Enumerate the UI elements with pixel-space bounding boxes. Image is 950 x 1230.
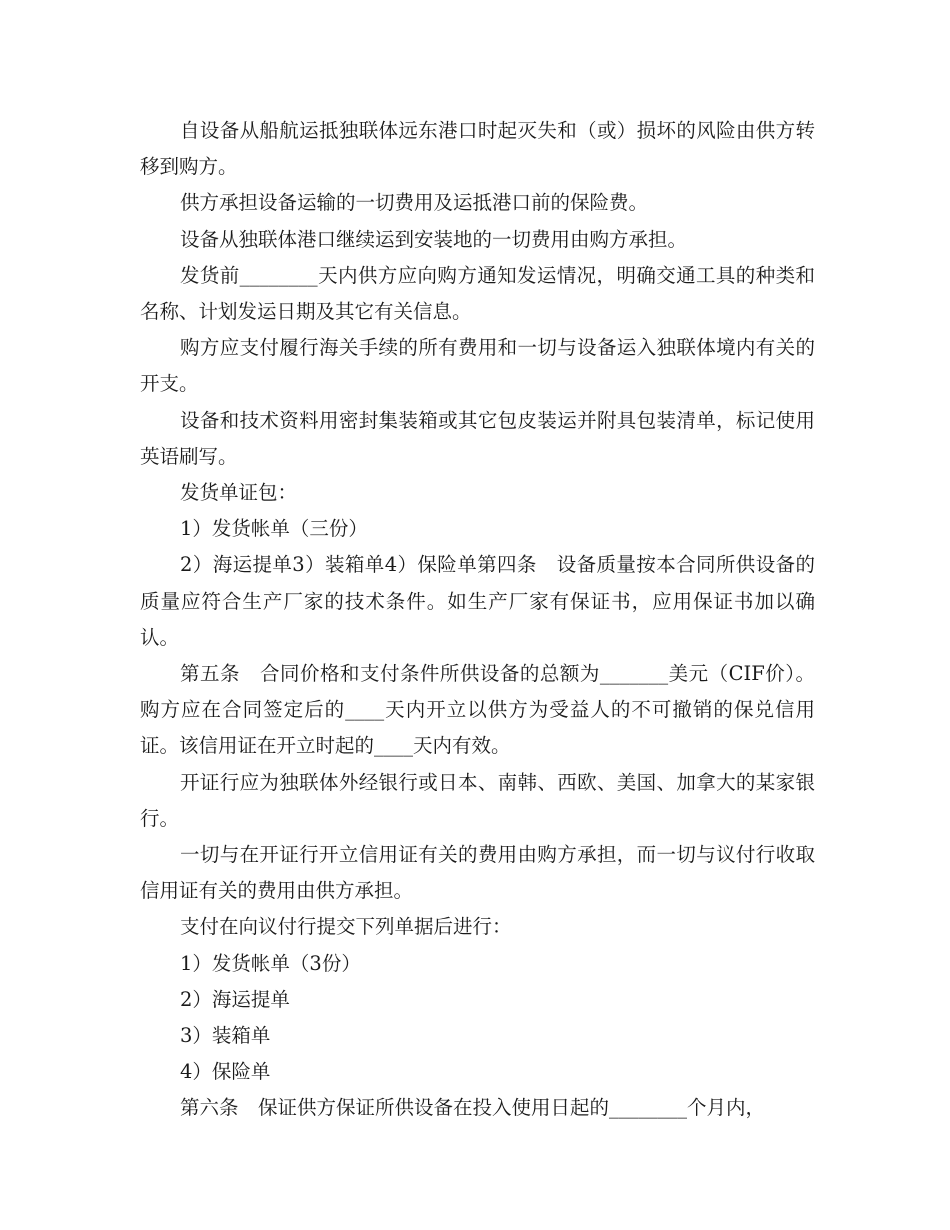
document-page — [140, 113, 815, 1127]
article-paragraph: 第六条 保证供方保证所供设备在投入使用日起的________个月内， — [180, 1096, 766, 1120]
list-item: 1）发货帐单（3份） — [180, 951, 361, 975]
paragraph: 供方承担设备运输的一切费用及运抵港口前的保险费。 — [180, 191, 649, 215]
paragraph: 一切与在开证行开立信用证有关的费用由购方承担，而一切与议付行收取信用证有关的费用由供方承担。 — [140, 843, 815, 903]
list-item: 1）发货帐单（三份） — [180, 517, 368, 541]
paragraph: 购方应支付履行海关手续的所有费用和一切与设备运入独联体境内有关的开支。 — [140, 336, 815, 396]
paragraph: 设备和技术资料用密封集装箱或其它包皮装运并附具包装清单，标记使用英语刷写。 — [140, 408, 815, 468]
paragraph: 发货前________天内供方应向购方通知发运情况，明确交通工具的种类和名称、计划发运日期及其它有关信息。 — [140, 263, 815, 324]
list-item: 3）装箱单 — [180, 1024, 271, 1048]
paragraph: 开证行应为独联体外经银行或日本、南韩、西欧、美国、加拿大的某家银行。 — [140, 770, 815, 830]
list-item: 4）保险单 — [180, 1060, 271, 1084]
paragraph: 设备从独联体港口继续运到安装地的一切费用由购方承担。 — [180, 227, 688, 251]
list-item: 2）海运提单 — [180, 987, 290, 1011]
article-paragraph: 第五条 合同价格和支付条件所供设备的总额为_______美元（CIF价）。购方应在合同签定后的____天内开立以供方为受益人的不可撤销的保兑信用证。该信用证在开立时起的____天内有效。 — [140, 662, 815, 758]
paragraph: 自设备从船航运抵独联体远东港口时起灭失和（或）损坏的风险由供方转移到购方。 — [140, 119, 815, 179]
paragraph: 2）海运提单3）装箱单4）保险单第四条 设备质量按本合同所供设备的质量应符合生产厂家的技术条件。如生产厂家有保证书，应用保证书加以确认。 — [140, 553, 815, 649]
paragraph: 发货单证包： — [180, 481, 298, 505]
paragraph: 支付在向议付行提交下列单据后进行： — [180, 915, 512, 939]
